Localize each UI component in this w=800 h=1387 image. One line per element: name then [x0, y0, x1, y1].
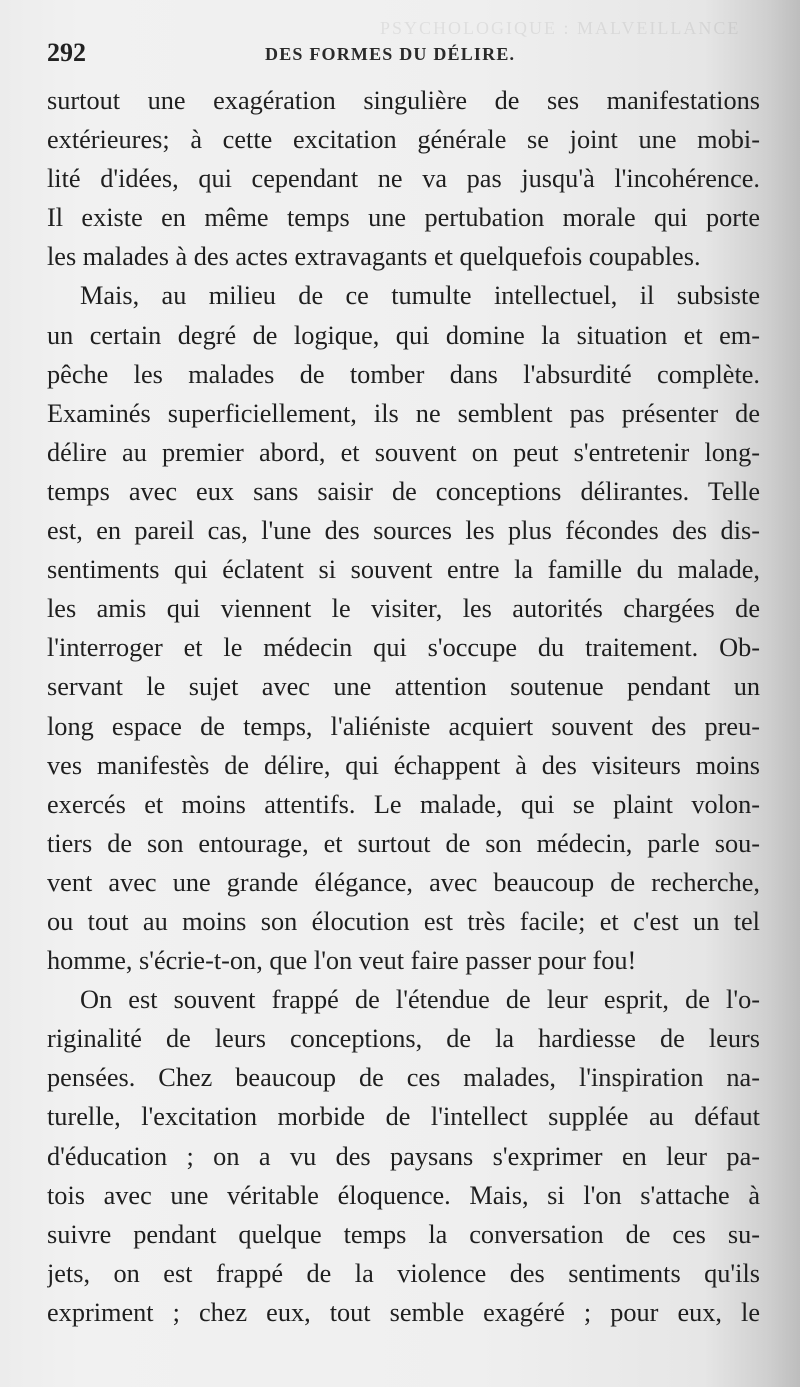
text-line: tiers de son entourage, et surtout de son médecin, parle sou-: [47, 828, 760, 858]
text-line: riginalité de leurs conceptions, de la hardiesse de leurs: [47, 1024, 760, 1054]
text-line: Examinés superficiellement, ils ne semblent pas présenter de: [47, 398, 760, 428]
text-line: pensées. Chez beaucoup de ces malades, l'inspiration na-: [47, 1063, 760, 1093]
text-line: expriment ; chez eux, tout semble exagéré ; pour eux, le: [47, 1297, 760, 1327]
text-line: tois avec une véritable éloquence. Mais, si l'on s'attache à: [47, 1180, 760, 1210]
text-line: exercés et moins attentifs. Le malade, qui se plaint volon-: [47, 789, 760, 819]
body-text: [47, 81, 760, 1332]
text-line: extérieures; à cette excitation générale se joint une mobi-: [47, 125, 760, 155]
text-line: délire au premier abord, et souvent on peut s'entretenir long-: [47, 437, 760, 467]
bleed-through-text: PSYCHOLOGIQUE : MALVEILLANCE: [380, 18, 741, 38]
text-line: suivre pendant quelque temps la conversation de ces su-: [47, 1219, 760, 1249]
text-line: les malades à des actes extravagants et quelquefois coupables.: [47, 242, 701, 272]
text-line: Il existe en même temps une pertubation morale qui porte: [47, 203, 760, 233]
text-line: ou tout au moins son élocution est très facile; et c'est un tel: [47, 906, 760, 936]
text-line: sentiments qui éclatent si souvent entre la famille du malade,: [47, 555, 760, 585]
text-line: temps avec eux sans saisir de conceptions délirantes. Telle: [47, 476, 760, 506]
text-line: les amis qui viennent le visiter, les autorités chargées de: [47, 594, 760, 624]
text-line: lité d'idées, qui cependant ne va pas jusqu'à l'incohérence.: [47, 164, 760, 194]
text-line: surtout une exagération singulière de ses manifestations: [47, 86, 760, 115]
text-line: turelle, l'excitation morbide de l'intellect supplée au défaut: [47, 1102, 760, 1132]
text-line: est, en pareil cas, l'une des sources les plus fécondes des dis-: [47, 516, 760, 546]
text-line: l'interroger et le médecin qui s'occupe du traitement. Ob-: [47, 633, 760, 663]
text-line: homme, s'écrie-t-on, que l'on veut faire passer pour fou!: [47, 946, 637, 976]
text-line: Mais, au milieu de ce tumulte intellectuel, il subsiste: [80, 281, 760, 311]
page-header: [47, 38, 767, 72]
text-line: jets, on est frappé de la violence des sentiments qu'ils: [47, 1258, 760, 1288]
text-line: ves manifestès de délire, qui échappent à des visiteurs moins: [47, 750, 760, 780]
text-line: long espace de temps, l'aliéniste acquiert souvent des preu-: [47, 711, 760, 741]
text-line: servant le sujet avec une attention soutenue pendant un: [47, 672, 760, 702]
running-head: DES FORMES DU DÉLIRE.: [265, 44, 516, 64]
text-line: pêche les malades de tomber dans l'absurdité complète.: [47, 359, 760, 389]
text-line: On est souvent frappé de l'étendue de leur esprit, de l'o-: [80, 985, 760, 1015]
text-line: un certain degré de logique, qui domine la situation et em-: [47, 320, 760, 350]
text-line: d'éducation ; on a vu des paysans s'exprimer en leur pa-: [47, 1141, 760, 1171]
page-number: 292: [47, 38, 86, 67]
text-line: vent avec une grande élégance, avec beaucoup de recherche,: [47, 867, 760, 897]
